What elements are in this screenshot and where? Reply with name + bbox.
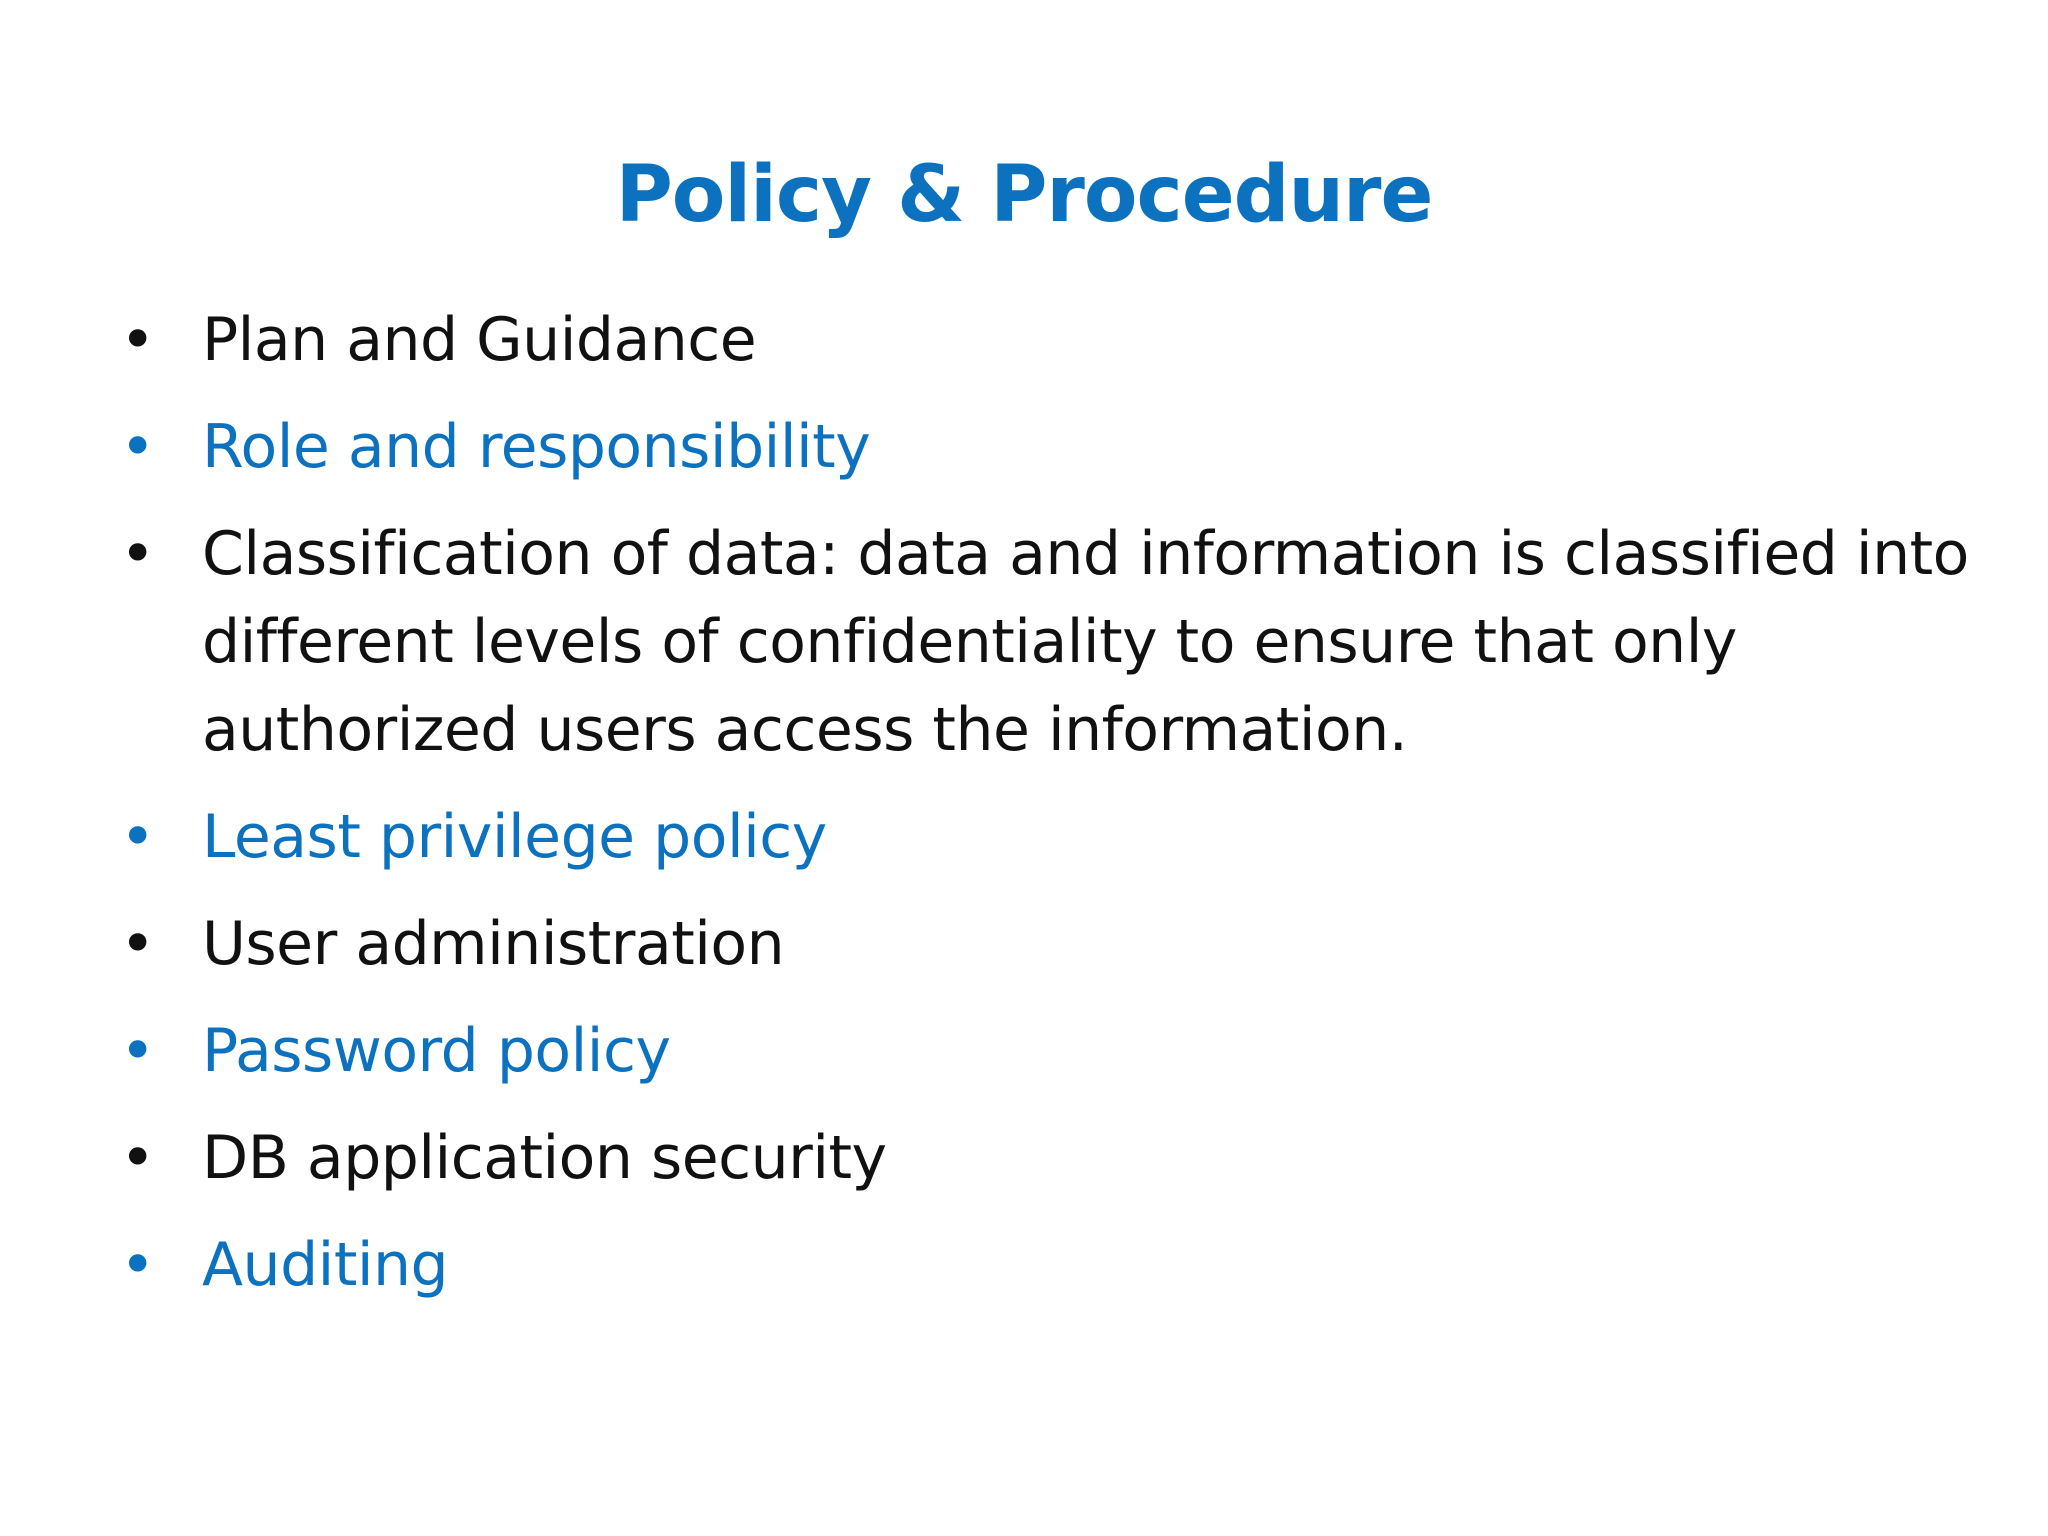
bullet-item-least-privilege-policy	[120, 793, 1980, 881]
bullet-icon: •	[120, 909, 155, 979]
bullet-text: Plan and Guidance	[202, 305, 757, 375]
bullet-text: Least privilege policy	[202, 802, 827, 872]
bullet-item-db-application-security	[120, 1114, 1980, 1202]
bullet-icon: •	[120, 802, 155, 872]
bullet-text: Password policy	[202, 1016, 671, 1086]
bullet-item-plan-and-guidance	[120, 296, 1980, 384]
bullet-icon: •	[120, 519, 155, 589]
bullet-icon: •	[120, 1230, 155, 1300]
bullet-icon: •	[120, 1016, 155, 1086]
bullet-text: DB application security	[202, 1123, 887, 1193]
bullet-text: Classification of data: data and information is classified into different levels of confidentiality to ensure that only authorized users access the information.	[202, 519, 1969, 765]
bullet-icon: •	[120, 1123, 155, 1193]
bullet-icon: •	[120, 412, 155, 482]
bullet-list	[120, 296, 1980, 1328]
bullet-item-user-administration	[120, 900, 1980, 988]
bullet-item-password-policy	[120, 1007, 1980, 1095]
bullet-icon: •	[120, 305, 155, 375]
bullet-item-role-and-responsibility	[120, 403, 1980, 491]
bullet-text: Role and responsibility	[202, 412, 871, 482]
bullet-item-classification-of-data	[120, 510, 1980, 774]
slide-title: Policy & Procedure	[615, 150, 1433, 240]
bullet-text: User administration	[202, 909, 785, 979]
bullet-text: Auditing	[202, 1230, 449, 1300]
bullet-item-auditing	[120, 1221, 1980, 1309]
